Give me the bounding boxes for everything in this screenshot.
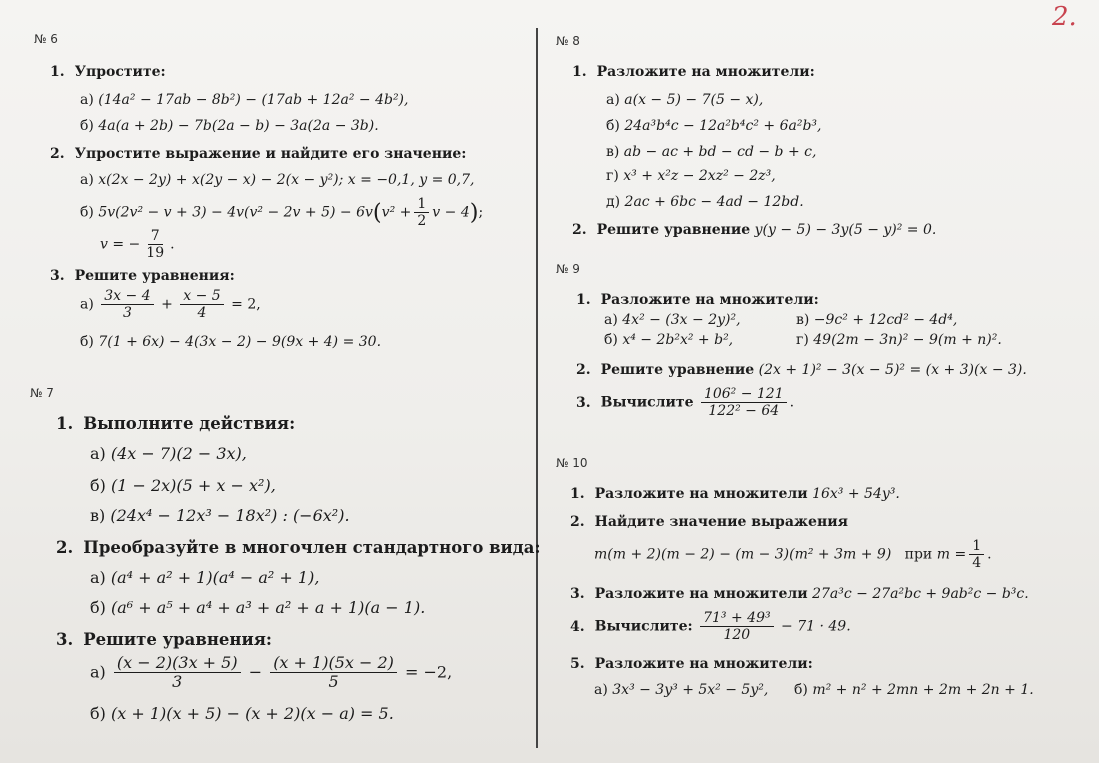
s10-task1: 1. Разложите на множители 16x³ + 54y³. [570, 486, 900, 502]
s7-task2-b: б) (a⁶ + a⁵ + a⁴ + a³ + a² + a + 1)(a − 1). [90, 598, 426, 617]
s8-task1-d: г) x³ + x²z − 2xz² − 2z³, [606, 168, 776, 184]
s7-task1-b: б) (1 − 2x)(5 + x − x²), [90, 476, 276, 495]
s7-task1-a: а) (4x − 7)(2 − 3x), [90, 444, 247, 463]
s10-task5-title: 5. Разложите на множители: [570, 656, 813, 672]
s6-task2-b: б) 5v(2v² − v + 3) − 4v(v² − 2v + 5) − 6v(v² + $\frac{1}{2}$ v − 4); [80, 196, 484, 230]
s6-task1-a: а) (14a² − 17ab − 8b²) − (17ab + 12a² − 4b²), [80, 92, 409, 108]
s9-task1-title: 1. Разложите на множители: [576, 292, 819, 308]
s9-task1-b: б) x⁴ − 2b²x² + b², [604, 332, 734, 348]
s6-task3-b: б) 7(1 + 6x) − 4(3x − 2) − 9(9x + 4) = 30. [80, 334, 382, 350]
s7-task3-title: 3. Решите уравнения: [56, 630, 273, 649]
s10-task2-expr: m(m + 2)(m − 2) − (m − 3)(m² + 3m + 9) при m = $\frac{1}{4}$ . [594, 538, 992, 572]
s8-task1-e: д) 2ac + 6bc − 4ad − 12bd. [606, 194, 804, 210]
s7-task3-a: а) $\frac{(x - 2)(3x + 5)}{3}$ − $\frac{(x + 1)(5x - 2)}{5}$ = −2, [90, 653, 453, 692]
s9-task1-d: г) 49(2m − 3n)² − 9(m + n)². [796, 332, 1002, 348]
s8-task1-b: б) 24a³b⁴c − 12a²b⁴c² + 6a²b³, [606, 118, 822, 134]
s9-task2: 2. Решите уравнение (2x + 1)² − 3(x − 5)² = (x + 3)(x − 3). [576, 362, 1027, 378]
column-divider [536, 28, 538, 748]
s10-task5-a: а) 3x³ − 3y³ + 5x² − 5y², [594, 682, 769, 698]
s6-task2-b-value: v = − $\frac{7}{19}$ . [100, 228, 175, 262]
s7-task1-title: 1. Выполните действия: [56, 414, 296, 433]
s7-task2-title: 2. Преобразуйте в многочлен стандартного вида: [56, 538, 541, 557]
s10-task5-b: б) m² + n² + 2mn + 2m + 2n + 1. [794, 682, 1034, 698]
s8-task1-title: 1. Разложите на множители: [572, 64, 815, 80]
s8-task1-a: а) a(x − 5) − 7(5 − x), [606, 92, 764, 108]
s7-task3-b: б) (x + 1)(x + 5) − (x + 2)(x − a) = 5. [90, 704, 394, 723]
s8-task1-c: в) ab − ac + bd − cd − b + c, [606, 144, 817, 160]
s10-task2-title: 2. Найдите значение выражения [570, 514, 848, 530]
s6-task2-a: а) x(2x − 2y) + x(2y − x) − 2(x − y²); x = −0,1, y = 0,7, [80, 172, 475, 188]
s9-task3: 3. Вычислите $\frac{\text{106² − 121}}{\text{122² − 64}}$ . [576, 386, 795, 420]
s6-task3-a: а) $\frac{3x - 4}{3}$ + $\frac{x - 5}{4}$ = 2, [80, 288, 261, 322]
s6-task1-b: б) 4a(a + 2b) − 7b(2a − b) − 3a(2a − 3b). [80, 118, 379, 134]
s6-task2-title: 2. Упростите выражение и найдите его значение: [50, 146, 467, 162]
s8-task2: 2. Решите уравнение y(y − 5) − 3y(5 − y)² = 0. [572, 222, 937, 238]
s7-task1-c: в) (24x⁴ − 12x³ − 18x²) : (−6x²). [90, 506, 350, 525]
s10-task3: 3. Разложите на множители 27a³c − 27a²bc + 9ab²c − b³c. [570, 586, 1029, 602]
s10-task4: 4. Вычислите: $\frac{\text{71³ + 49³}}{120}$ − 71 · 49. [570, 610, 851, 644]
s7-task2-a: а) (a⁴ + a² + 1)(a⁴ − a² + 1), [90, 568, 320, 587]
s6-task3-title: 3. Решите уравнения: [50, 268, 235, 284]
s9-task1-c: в) −9c² + 12cd² − 4d⁴, [796, 312, 958, 328]
section-9-label: № 9 [556, 262, 580, 276]
section-8-label: № 8 [556, 34, 580, 48]
section-10-label: № 10 [556, 456, 588, 470]
section-6-label: № 6 [34, 32, 58, 46]
page-number-mark: 2. [1052, 2, 1077, 32]
s9-task1-a: а) 4x² − (3x − 2y)², [604, 312, 741, 328]
section-7-label: № 7 [30, 386, 54, 400]
s6-task1-title: 1. Упростите: [50, 64, 166, 80]
